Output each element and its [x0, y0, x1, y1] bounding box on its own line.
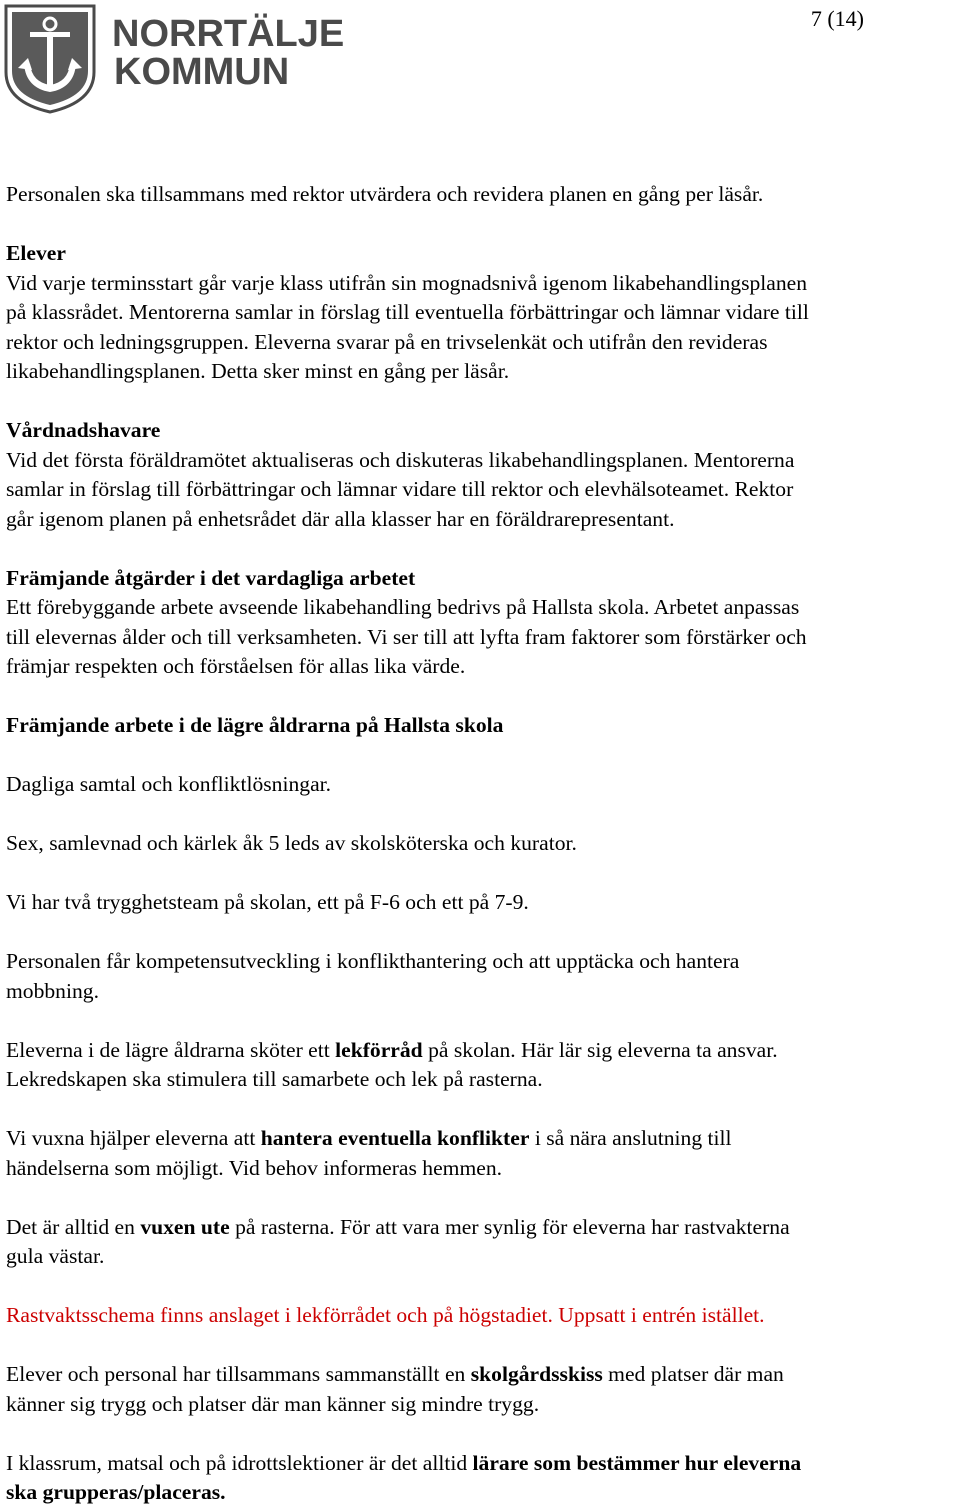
text-run: I klassrum, matsal och på idrottslektioner är det alltid — [6, 1450, 473, 1475]
bold-run: lärare som bestämmer hur eleverna — [472, 1450, 802, 1475]
bold-run: skolgårdsskiss — [470, 1362, 603, 1386]
personal-line: Personalen får kompetensutveckling i konflikthantering och att upptäcka och hantera — [6, 949, 740, 973]
elever-line: Vid varje terminsstart går varje klass utifrån sin mognadsnivå igenom likabehandlingsplanen — [6, 270, 808, 295]
skolgardsskiss-line — [6, 1360, 958, 1390]
bold-run: ska grupperas/placeras. — [6, 1480, 226, 1504]
klassrum-line — [6, 1478, 958, 1508]
section-heading-elever — [6, 239, 958, 269]
section-heading-lagre-aldrarna — [6, 711, 958, 741]
text-run: i så nära anslutning till — [529, 1126, 732, 1150]
framjande-line: Ett förebyggande arbete avseende likabehandling bedrivs på Hallsta skola. Arbetet anpassas — [6, 595, 800, 619]
text-run: med platser där man — [602, 1362, 784, 1386]
heading-elever-text: Elever — [6, 241, 66, 265]
lekforrad-line: Lekredskapen ska stimulera till samarbete och lek på rasterna. — [6, 1067, 543, 1091]
vuxen-ute-line — [6, 1213, 958, 1243]
paragraph-trygghetsteam: Vi har två trygghetsteam på skolan, ett på F-6 och ett på 7-9. — [6, 890, 529, 914]
norrtalje-kommun-logo — [4, 2, 345, 114]
framjande-line: främjar respekten och förståelsen för allas lika värde. — [6, 654, 466, 678]
document-body — [6, 180, 958, 1508]
heading-lagre-text: Främjande arbete i de lägre åldrarna på Hallsta skola — [6, 713, 504, 737]
bold-run: lekförråd — [335, 1037, 423, 1062]
section-heading-vardnadshavare — [6, 416, 958, 446]
page-number: 7 (14) — [810, 6, 864, 31]
konflikter-line: händelserna som möjligt. Vid behov informeras hemmen. — [6, 1155, 503, 1180]
text-run: på skolan. Här lär sig eleverna ta ansvar. — [422, 1037, 778, 1062]
vardnadshavare-line: samlar in förslag till förbättringar och lämnar vidare till rektor och elevhälsoteamet. Rektor — [6, 477, 794, 501]
lekforrad-line — [6, 1036, 958, 1066]
paragraph-dagliga-samtal: Dagliga samtal och konfliktlösningar. — [6, 772, 332, 796]
vardnadshavare-line: går igenom planen på enhetsrådet där alla klasser har en föräldrarepresentant. — [6, 506, 675, 531]
framjande-line: till elevernas ålder och till verksamheten. Vi ser till att lyfta fram faktorer som förstärker och — [6, 624, 807, 649]
rastvaktsschema-note: Rastvaktsschema finns anslaget i lekförrådet och på högstadiet. Uppsatt i entrén istället. — [6, 1303, 765, 1327]
elever-line: på klassrådet. Mentorerna samlar in förslag till eventuella förbättringar och lämnar vidare till — [6, 300, 809, 324]
logo-text-line2: KOMMUN — [114, 51, 290, 93]
paragraph-utvardering: Personalen ska tillsammans med rektor utvärdera och revidera planen en gång per läsår. — [6, 182, 764, 206]
bold-run: hantera eventuella konflikter — [260, 1126, 530, 1150]
heading-vardnadshavare-text: Vårdnadshavare — [6, 418, 161, 442]
section-heading-framjande-atgarder — [6, 564, 958, 594]
elever-line: likabehandlingsplanen. Detta sker minst en gång per läsår. — [6, 359, 510, 383]
text-run: på rasterna. För att vara mer synlig för eleverna har rastvakterna — [229, 1214, 790, 1239]
elever-line: rektor och ledningsgruppen. Eleverna svarar på en trivselenkät och utifrån den revideras — [6, 329, 768, 354]
logo-text-line1: NORRTÄLJE — [112, 13, 345, 55]
vardnadshavare-line: Vid det första föräldramötet aktualiseras och diskuteras likabehandlingsplanen. Mentorerna — [6, 447, 795, 472]
text-run: Det är alltid en — [6, 1214, 141, 1239]
vuxen-ute-line: gula västar. — [6, 1244, 105, 1268]
heading-framjande-text: Främjande åtgärder i det vardagliga arbetet — [6, 565, 416, 590]
page-header — [0, 0, 960, 120]
personal-line: mobbning. — [6, 978, 99, 1003]
klassrum-line — [6, 1449, 958, 1479]
text-run: Elever och personal har tillsammans sammanställt en — [6, 1362, 471, 1386]
konflikter-line — [6, 1124, 958, 1154]
paragraph-sex-samlevnad: Sex, samlevnad och kärlek åk 5 leds av skolsköterska och kurator. — [6, 831, 577, 855]
text-run: Eleverna i de lägre åldrarna sköter ett — [6, 1037, 336, 1062]
skolgardsskiss-line: känner sig trygg och platser där man känner sig mindre trygg. — [6, 1391, 540, 1416]
bold-run: vuxen ute — [140, 1214, 230, 1239]
text-run: Vi vuxna hjälper eleverna att — [6, 1126, 261, 1150]
